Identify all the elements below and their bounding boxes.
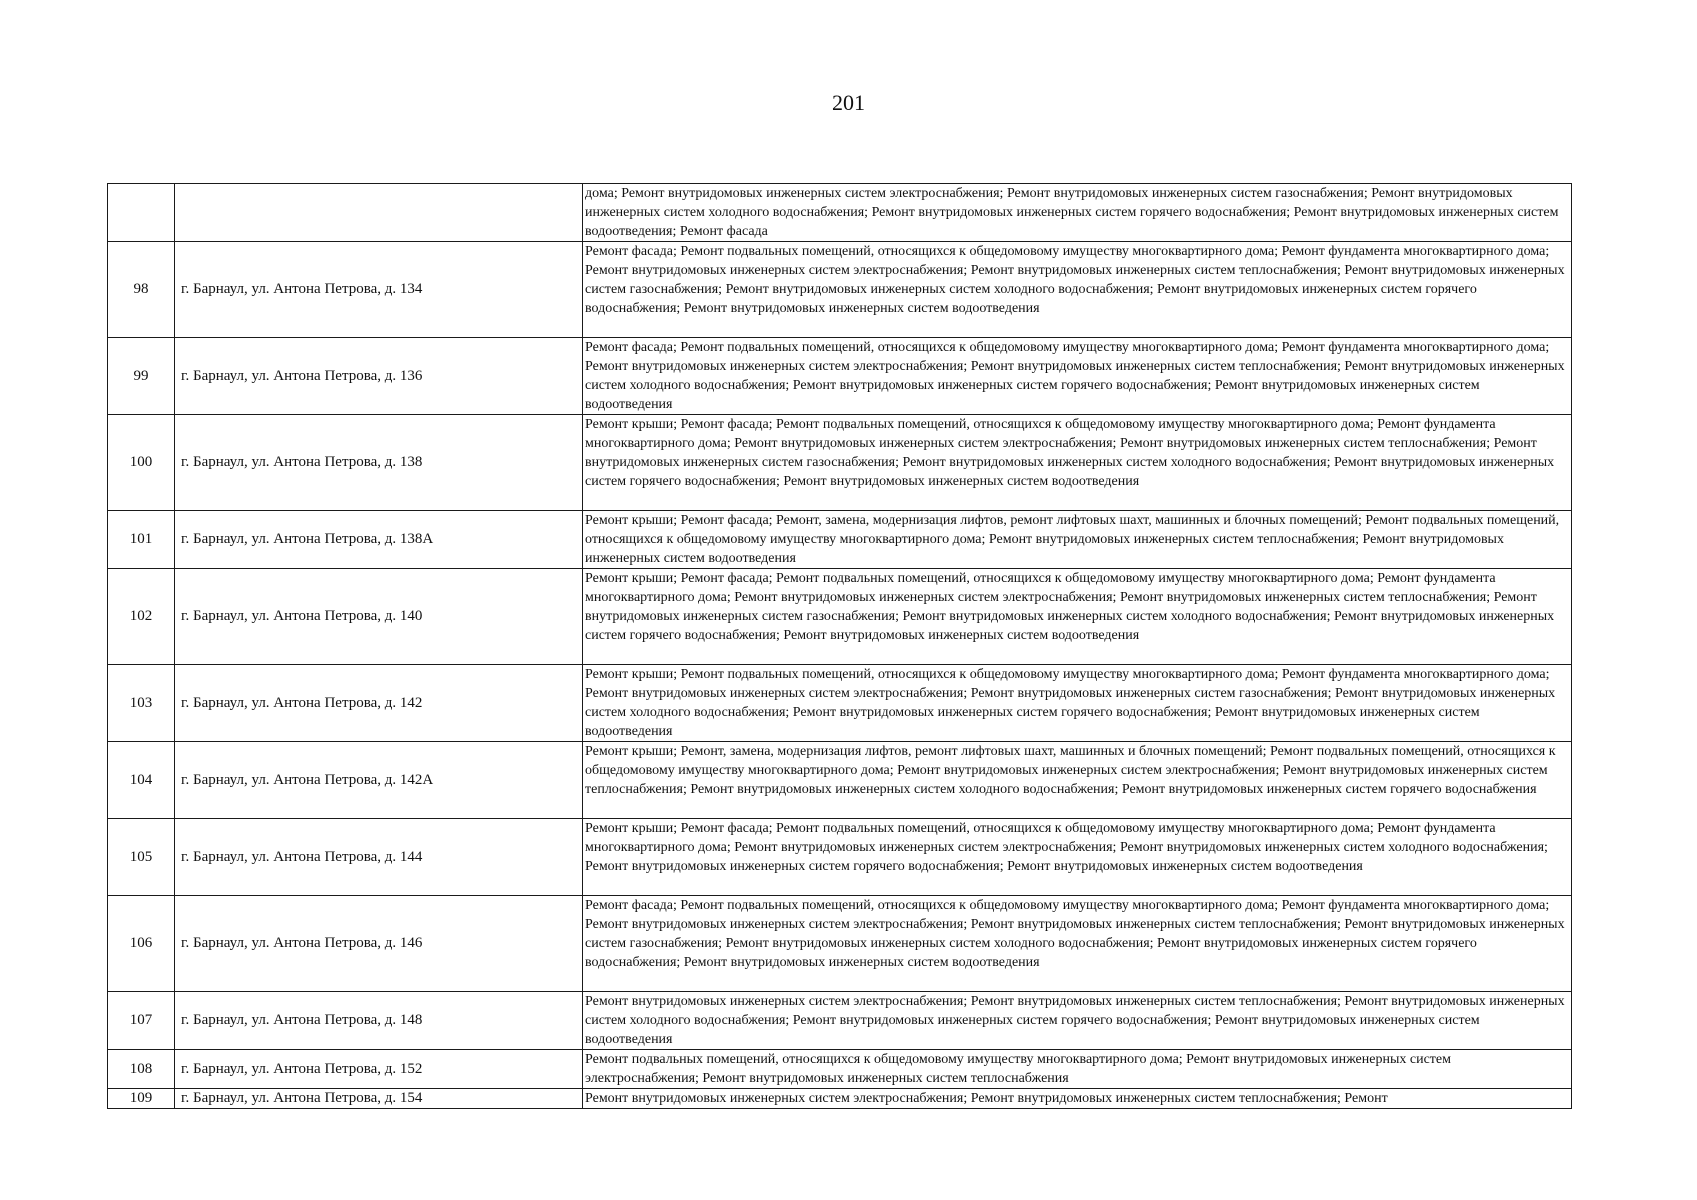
row-works: Ремонт крыши; Ремонт фасада; Ремонт подвальных помещений, относящихся к общедомовому имуществу многоквартирного дома; Ремонт фундамента многоквартирного дома; Ремонт внутридомовых инженерных систем электроснабжения; Ремонт внутридомовых инженерных систем теплоснабжения; Ремонт внутридомовых инженерных систем газоснабжения; Ремонт внутридомовых инженерных систем холодного водоснабжения; Ремонт внутридомовых инженерных систем горячего водоснабжения; Ремонт внутридомовых инженерных систем водоотведения: [583, 415, 1572, 511]
table-row: [108, 819, 1572, 896]
row-number: 103: [108, 665, 175, 742]
row-number: 108: [108, 1050, 175, 1089]
table-row: [108, 1089, 1572, 1109]
row-address: г. Барнаул, ул. Антона Петрова, д. 148: [175, 992, 583, 1050]
row-works: Ремонт фасада; Ремонт подвальных помещений, относящихся к общедомовому имуществу многоквартирного дома; Ремонт фундамента многоквартирного дома; Ремонт внутридомовых инженерных систем электроснабжения; Ремонт внутридомовых инженерных систем теплоснабжения; Ремонт внутридомовых инженерных систем газоснабжения; Ремонт внутридомовых инженерных систем холодного водоснабжения; Ремонт внутридомовых инженерных систем горячего водоснабжения; Ремонт внутридомовых инженерных систем водоотведения: [583, 242, 1572, 338]
table-row: [108, 742, 1572, 819]
row-works: Ремонт крыши; Ремонт, замена, модернизация лифтов, ремонт лифтовых шахт, машинных и блочных помещений; Ремонт подвальных помещений, относящихся к общедомовому имуществу многоквартирного дома; Ремонт внутридомовых инженерных систем электроснабжения; Ремонт внутридомовых инженерных систем теплоснабжения; Ремонт внутридомовых инженерных систем холодного водоснабжения; Ремонт внутридомовых инженерных систем горячего водоснабжения: [583, 742, 1572, 819]
row-works: Ремонт фасада; Ремонт подвальных помещений, относящихся к общедомовому имуществу многоквартирного дома; Ремонт фундамента многоквартирного дома; Ремонт внутридомовых инженерных систем электроснабжения; Ремонт внутридомовых инженерных систем теплоснабжения; Ремонт внутридомовых инженерных систем холодного водоснабжения; Ремонт внутридомовых инженерных систем горячего водоснабжения; Ремонт внутридомовых инженерных систем водоотведения: [583, 338, 1572, 415]
row-number: [108, 184, 175, 242]
row-number: 104: [108, 742, 175, 819]
table-row: [108, 242, 1572, 338]
row-address: г. Барнаул, ул. Антона Петрова, д. 142: [175, 665, 583, 742]
row-number: 102: [108, 569, 175, 665]
row-works: Ремонт фасада; Ремонт подвальных помещений, относящихся к общедомовому имуществу многоквартирного дома; Ремонт фундамента многоквартирного дома; Ремонт внутридомовых инженерных систем электроснабжения; Ремонт внутридомовых инженерных систем теплоснабжения; Ремонт внутридомовых инженерных систем газоснабжения; Ремонт внутридомовых инженерных систем холодного водоснабжения; Ремонт внутридомовых инженерных систем горячего водоснабжения; Ремонт внутридомовых инженерных систем водоотведения: [583, 896, 1572, 992]
row-number: 107: [108, 992, 175, 1050]
row-address: г. Барнаул, ул. Антона Петрова, д. 154: [175, 1089, 583, 1109]
table-row: [108, 511, 1572, 569]
row-number: 105: [108, 819, 175, 896]
table-row: [108, 569, 1572, 665]
row-address: г. Барнаул, ул. Антона Петрова, д. 134: [175, 242, 583, 338]
row-works: Ремонт подвальных помещений, относящихся к общедомовому имуществу многоквартирного дома; Ремонт внутридомовых инженерных систем электроснабжения; Ремонт внутридомовых инженерных систем теплоснабжения: [583, 1050, 1572, 1089]
row-address: г. Барнаул, ул. Антона Петрова, д. 146: [175, 896, 583, 992]
table-row: [108, 992, 1572, 1050]
row-works: дома; Ремонт внутридомовых инженерных систем электроснабжения; Ремонт внутридомовых инженерных систем газоснабжения; Ремонт внутридомовых инженерных систем холодного водоснабжения; Ремонт внутридомовых инженерных систем горячего водоснабжения; Ремонт внутридомовых инженерных систем водоотведения; Ремонт фасада: [583, 184, 1572, 242]
row-number: 109: [108, 1089, 175, 1109]
table-row: [108, 896, 1572, 992]
row-address: г. Барнаул, ул. Антона Петрова, д. 144: [175, 819, 583, 896]
row-address: г. Барнаул, ул. Антона Петрова, д. 138А: [175, 511, 583, 569]
table-row: [108, 184, 1572, 242]
page-number: 201: [832, 90, 865, 115]
table-row: [108, 415, 1572, 511]
works-table: [107, 183, 1572, 1109]
row-works: Ремонт внутридомовых инженерных систем электроснабжения; Ремонт внутридомовых инженерных систем теплоснабжения; Ремонт внутридомовых инженерных систем холодного водоснабжения; Ремонт внутридомовых инженерных систем горячего водоснабжения; Ремонт внутридомовых инженерных систем водоотведения: [583, 992, 1572, 1050]
row-address: [175, 184, 583, 242]
row-number: 100: [108, 415, 175, 511]
row-works: Ремонт крыши; Ремонт фасада; Ремонт подвальных помещений, относящихся к общедомовому имуществу многоквартирного дома; Ремонт фундамента многоквартирного дома; Ремонт внутридомовых инженерных систем электроснабжения; Ремонт внутридомовых инженерных систем холодного водоснабжения; Ремонт внутридомовых инженерных систем горячего водоснабжения; Ремонт внутридомовых инженерных систем водоотведения: [583, 819, 1572, 896]
row-works: Ремонт крыши; Ремонт подвальных помещений, относящихся к общедомовому имуществу многоквартирного дома; Ремонт фундамента многоквартирного дома; Ремонт внутридомовых инженерных систем электроснабжения; Ремонт внутридомовых инженерных систем газоснабжения; Ремонт внутридомовых инженерных систем холодного водоснабжения; Ремонт внутридомовых инженерных систем горячего водоснабжения; Ремонт внутридомовых инженерных систем водоотведения: [583, 665, 1572, 742]
row-address: г. Барнаул, ул. Антона Петрова, д. 140: [175, 569, 583, 665]
row-address: г. Барнаул, ул. Антона Петрова, д. 142А: [175, 742, 583, 819]
row-address: г. Барнаул, ул. Антона Петрова, д. 136: [175, 338, 583, 415]
row-number: 106: [108, 896, 175, 992]
row-address: г. Барнаул, ул. Антона Петрова, д. 152: [175, 1050, 583, 1089]
table-row: [108, 338, 1572, 415]
row-works: Ремонт крыши; Ремонт фасада; Ремонт, замена, модернизация лифтов, ремонт лифтовых шахт, машинных и блочных помещений; Ремонт подвальных помещений, относящихся к общедомовому имуществу многоквартирного дома; Ремонт внутридомовых инженерных систем теплоснабжения; Ремонт внутридомовых инженерных систем водоотведения: [583, 511, 1572, 569]
table-row: [108, 665, 1572, 742]
row-number: 101: [108, 511, 175, 569]
row-number: 99: [108, 338, 175, 415]
table-row: [108, 1050, 1572, 1089]
row-works: Ремонт внутридомовых инженерных систем электроснабжения; Ремонт внутридомовых инженерных систем теплоснабжения; Ремонт: [583, 1089, 1572, 1109]
row-address: г. Барнаул, ул. Антона Петрова, д. 138: [175, 415, 583, 511]
row-works: Ремонт крыши; Ремонт фасада; Ремонт подвальных помещений, относящихся к общедомовому имуществу многоквартирного дома; Ремонт фундамента многоквартирного дома; Ремонт внутридомовых инженерных систем электроснабжения; Ремонт внутридомовых инженерных систем теплоснабжения; Ремонт внутридомовых инженерных систем газоснабжения; Ремонт внутридомовых инженерных систем холодного водоснабжения; Ремонт внутридомовых инженерных систем горячего водоснабжения; Ремонт внутридомовых инженерных систем водоотведения: [583, 569, 1572, 665]
row-number: 98: [108, 242, 175, 338]
